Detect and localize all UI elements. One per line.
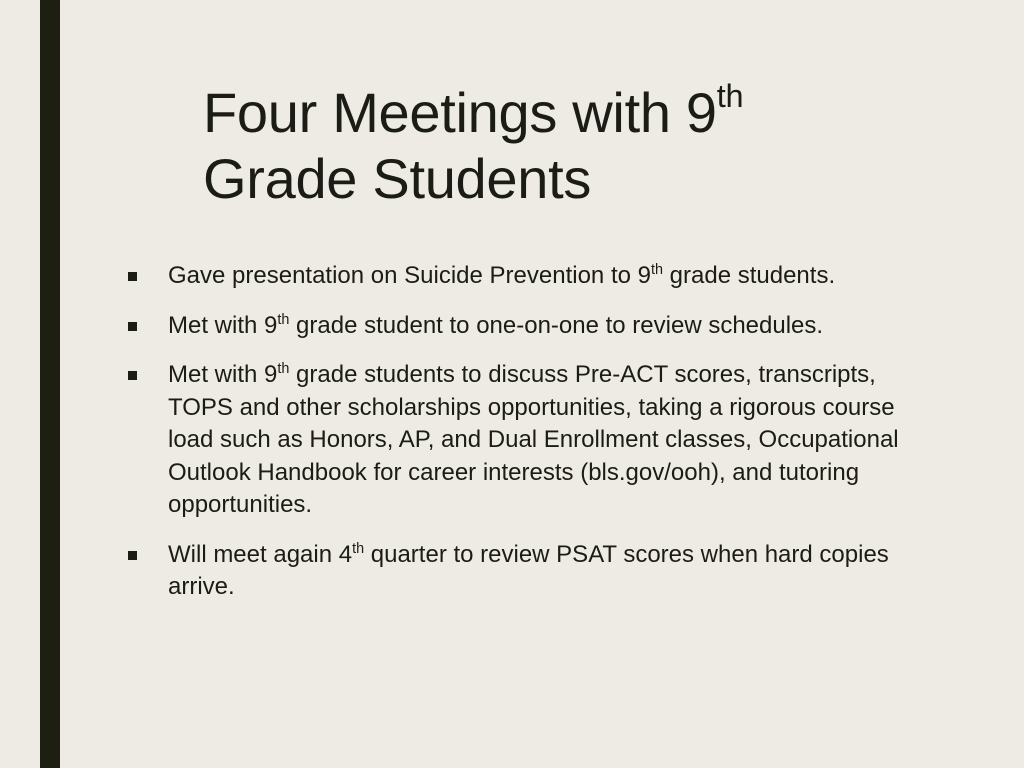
slide-title	[203, 77, 903, 212]
bullet-text-after: grade students.	[663, 262, 836, 289]
bullet-superscript: th	[277, 361, 290, 378]
bullet-item-scores-discussion	[128, 359, 918, 522]
title-text-part1: Four Meetings with 9	[203, 81, 717, 144]
bullet-text-after: grade student to one-on-one to review schedules.	[289, 311, 824, 339]
bullet-item-schedules	[128, 310, 918, 343]
title-superscript: th	[716, 77, 744, 114]
bullet-item-presentation	[128, 260, 918, 293]
bullet-text-before: Gave presentation on Suicide Prevention to 9	[168, 262, 651, 289]
bullet-text-after: grade students to discuss Pre-ACT scores, transcripts, TOPS and other scholarships opportunities, taking a rigorous course load such as Honors, AP, and Dual Enrollment classes, Occupational Outlook Handbook for career interests (bls.gov/ooh), and tutoring opportunities.	[168, 361, 899, 518]
bullet-superscript: th	[277, 311, 290, 328]
square-bullet-icon	[128, 322, 137, 331]
bullet-list	[128, 260, 918, 621]
square-bullet-icon	[128, 272, 137, 281]
bullet-text-before: Will meet again 4	[168, 540, 353, 568]
bullet-text-before: Met with 9	[168, 311, 278, 339]
bullet-text-after: quarter to review PSAT scores when hard copies arrive.	[168, 540, 889, 600]
accent-bar	[40, 0, 60, 768]
title-text-part2: Grade Students	[203, 147, 592, 210]
bullet-item-psat-review	[128, 539, 918, 604]
bullet-superscript: th	[650, 262, 663, 279]
square-bullet-icon	[128, 551, 137, 560]
bullet-text-before: Met with 9	[168, 361, 278, 388]
square-bullet-icon	[128, 371, 137, 380]
bullet-superscript: th	[352, 540, 365, 557]
